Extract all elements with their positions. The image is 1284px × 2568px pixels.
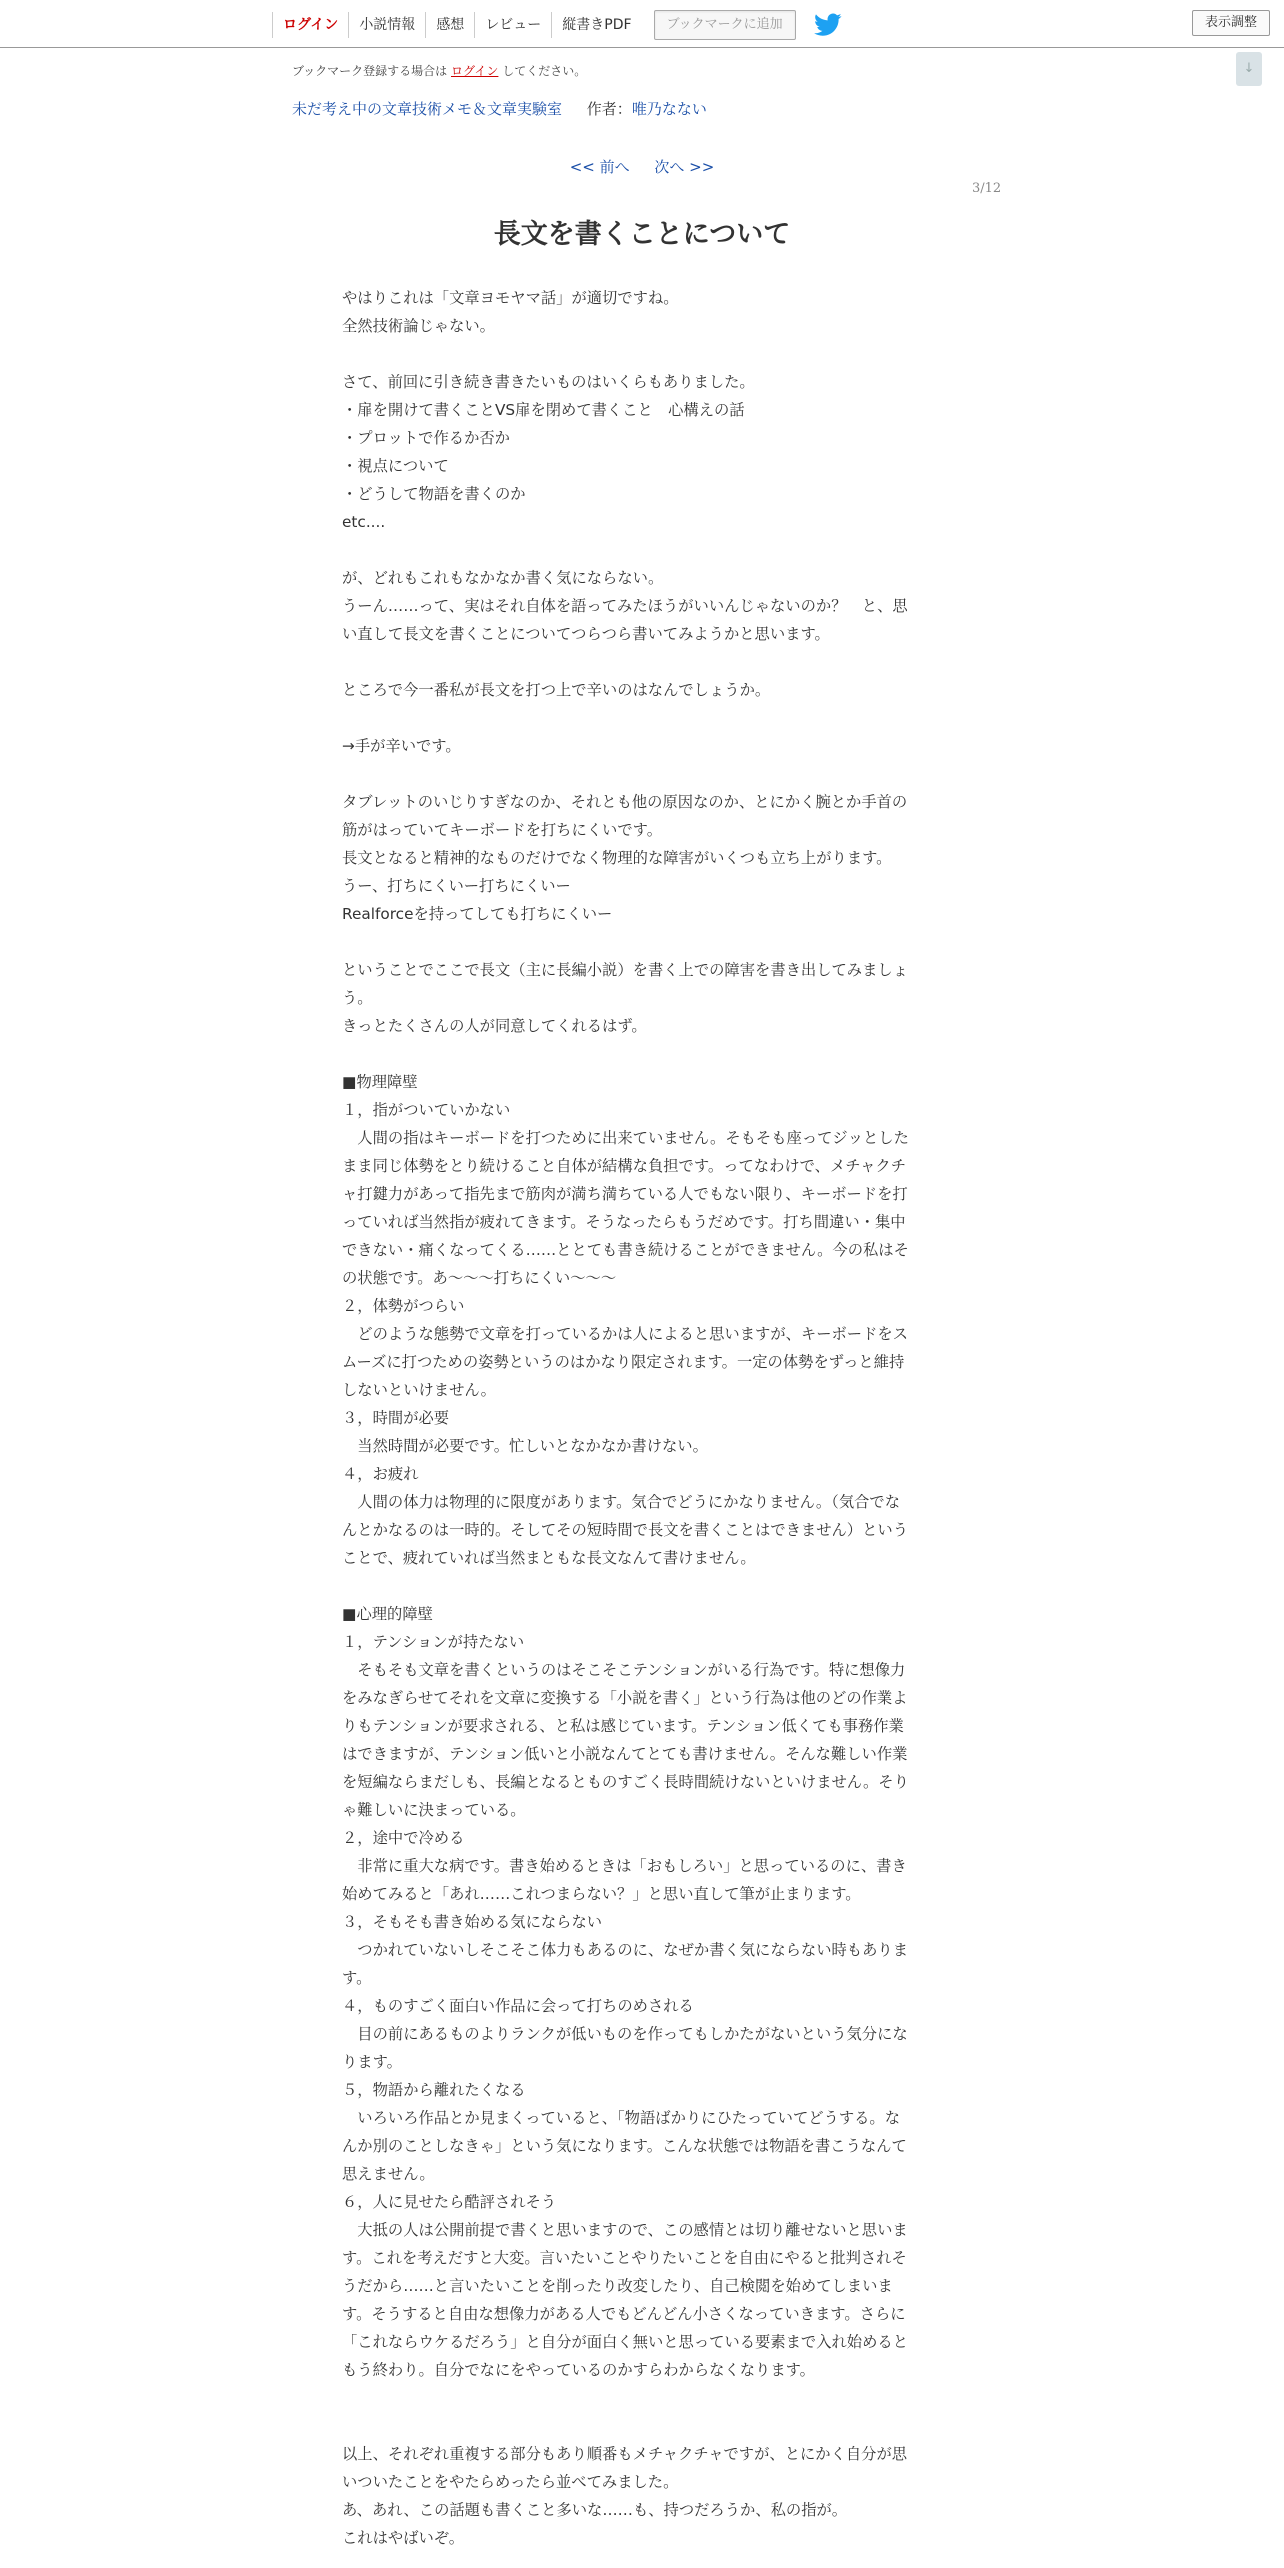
notice-login-link[interactable]: ログイン: [451, 64, 499, 78]
body-line: はできますが、テンション低いと小説なんてとても書けません。そんな難しい作業: [342, 1745, 908, 1763]
body-line: つかれていないしそこそこ体力もあるのに、なぜか書く気にならない時もありま: [342, 1941, 908, 1959]
body-line: が、どれもこれもなかなか書く気にならない。: [342, 569, 664, 587]
body-line: 人間の指はキーボードを打つために出来ていません。そもそも座ってジッとした: [342, 1129, 909, 1147]
body-line: うーん……って、実はそれ自体を語ってみたほうがいいんじゃないのか？ と、思: [342, 597, 908, 615]
author-label: 作者：: [586, 100, 632, 118]
chapter-count: 3/12: [972, 181, 1002, 196]
body-line: 筋がはっていてキーボードを打ちにくいです。: [342, 821, 663, 839]
body-line: いろいろ作品とか見まくっていると、「物語ばかりにひたっていてどうする。な: [342, 2109, 901, 2127]
series-title-link[interactable]: 未だ考え中の文章技術メモ＆文章実験室: [292, 100, 563, 118]
body-line: 人間の体力は物理的に限度があります。気合でどうにかなりません。（気合でな: [342, 1493, 901, 1511]
login-link[interactable]: ログイン: [272, 12, 348, 38]
series-info: [292, 98, 707, 119]
body-line: ２，体勢がつらい: [342, 1297, 465, 1315]
bookmark-login-notice: [292, 62, 586, 79]
body-line: ４，お疲れ: [342, 1465, 419, 1483]
body-line: ャ打鍵力があって指先まで筋肉が満ち満ちている人でもない限り、キーボードを打: [342, 1185, 908, 1203]
body-line: 長文となると精神的なものだけでなく物理的な障害がいくつも立ち上がります。: [342, 849, 892, 867]
body-line: りもテンションが要求される、と私は感じています。テンション低くても事務作業: [342, 1717, 904, 1735]
body-line: ２，途中で冷める: [342, 1829, 465, 1847]
body-line: 「これならウケるだろう」と自分が面白く無いと思っている要素まで入れ始めると: [342, 2333, 908, 2351]
body-line: ３，時間が必要: [342, 1409, 450, 1427]
body-line: どのような態勢で文章を打っているかは人によると思いますが、キーボードをス: [342, 1325, 908, 1343]
vertical-pdf-link[interactable]: 縦書きPDF: [551, 12, 641, 38]
body-line: もう終わり。自分でなにをやっているのかすらわからなくなります。: [342, 2361, 815, 2379]
body-line: １，テンションが持たない: [342, 1633, 525, 1651]
display-settings-button[interactable]: 表示調整: [1192, 10, 1270, 36]
chapter-title: 長文を書くことについて: [493, 219, 791, 250]
body-line: ■物理障壁: [342, 1073, 418, 1091]
body-line: 非常に重大な病です。書き始めるときは「おもしろい」と思っているのに、書き: [342, 1857, 907, 1875]
body-line: タブレットのいじりすぎなのか、それとも他の原因なのか、とにかく腕とか手首の: [342, 793, 908, 811]
review-link[interactable]: レビュー: [474, 12, 551, 38]
body-line: さて、前回に引き続き書きたいものはいくらもありました。: [342, 373, 755, 391]
body-line: しないといけません。: [342, 1381, 496, 1399]
body-line: す。そうすると自由な想像力がある人でもどんどん小さくなっていきます。さらに: [342, 2305, 906, 2323]
body-line: これはやばいぞ。: [342, 2529, 465, 2547]
body-line: 始めてみると「あれ……これつまらない？」と思い直して筆が止まります。: [342, 1885, 861, 1903]
body-line: ということでここで長文（主に長編小説）を書く上での障害を書き出してみましょ: [342, 961, 908, 979]
body-line: いついたことをやたらめったら並べてみました。: [342, 2473, 679, 2491]
body-line: っていれば当然指が疲れてきます。そうなったらもうだめです。打ち間違い・集中: [342, 1213, 906, 1231]
body-line: 大抵の人は公開前提で書くと思いますので、この感情とは切り離せないと思いま: [342, 2221, 908, 2239]
body-line: あ、あれ、この話題も書くこと多いな……も、持つだろうか、私の指が。: [342, 2501, 848, 2519]
body-line: きっとたくさんの人が同意してくれるはず。: [342, 1017, 647, 1035]
body-line: ところで今一番私が長文を打つ上で辛いのはなんでしょうか。: [342, 681, 771, 699]
body-line: を短編ならまだしも、長編となるとものすごく長時間続けないといけません。そり: [342, 1773, 909, 1791]
body-line: ６，人に見せたら酷評されそう: [342, 2193, 557, 2211]
body-line: Realforceを持ってしても打ちにくいー: [342, 905, 613, 923]
body-line: ります。: [342, 2053, 402, 2071]
notice-prefix: ブックマーク登録する場合は: [292, 64, 448, 78]
prev-chapter-link[interactable]: << 前へ: [569, 158, 630, 176]
body-line: 当然時間が必要です。忙しいとなかなか書けない。: [342, 1437, 708, 1455]
body-line: んとかなるのは一時的。そしてその短時間で長文を書くことはできません）という: [342, 1521, 908, 1539]
body-line: できない・痛くなってくる……ととても書き続けることができません。今の私はそ: [342, 1241, 909, 1259]
body-line: をみなぎらせてそれを文章に変換する「小説を書く」という行為は他のどの作業よ: [342, 1689, 908, 1707]
body-line: うだから……と言いたいことを削ったり改変したり、自己検閲を始めてしまいま: [342, 2277, 893, 2295]
chapter-pager: [0, 156, 1284, 177]
body-line: →手が辛いです。: [342, 737, 461, 755]
body-line: ・視点について: [342, 457, 449, 475]
top-navigation-bar: [0, 0, 1284, 48]
body-line: うー、打ちにくいー打ちにくいー: [342, 877, 571, 895]
body-line: う。: [342, 989, 373, 1007]
body-line: んか別のことしなきゃ」という気になります。こんな状態では物語を書こうなんて: [342, 2137, 907, 2155]
body-line: ・プロットで作るか否か: [342, 429, 510, 447]
body-line: ■心理的障壁: [342, 1605, 433, 1623]
twitter-icon[interactable]: [814, 13, 842, 37]
body-line: の状態です。あ～～～打ちにくい～～～: [342, 1269, 617, 1287]
next-chapter-link[interactable]: 次へ >>: [654, 158, 715, 176]
main-nav: [272, 10, 842, 40]
bookmark-add-button[interactable]: ブックマークに追加: [654, 10, 796, 40]
novel-info-link[interactable]: 小説情報: [348, 12, 425, 38]
body-line: ４，ものすごく面白い作品に会って打ちのめされる: [342, 1997, 694, 2015]
body-line: 以上、それぞれ重複する部分もあり順番もメチャクチャですが、とにかく自分が思: [342, 2445, 908, 2463]
author-link[interactable]: 唯乃なない: [631, 100, 707, 118]
body-line: １，指がついていかない: [342, 1101, 511, 1119]
body-line: ゃ難しいに決まっている。: [342, 1801, 526, 1819]
body-line: ムーズに打つための姿勢というのはかなり限定されます。一定の体勢をずっと維持: [342, 1353, 905, 1371]
chapter-body: [342, 284, 938, 2552]
body-line: 目の前にあるものよりランクが低いものを作ってもしかたがないという気分にな: [342, 2025, 908, 2043]
body-line: まま同じ体勢をとり続けること自体が結構な負担です。ってなわけで、メチャクチ: [342, 1157, 906, 1175]
body-line: す。: [342, 1969, 372, 1987]
body-line: etc....: [342, 513, 386, 531]
body-line: ことで、疲れていれば当然まともな長文なんて書けません。: [342, 1549, 756, 1567]
impressions-link[interactable]: 感想: [425, 12, 474, 38]
body-line: ５，物語から離れたくなる: [342, 2081, 526, 2099]
body-line: ・扉を開けて書くことVS扉を閉めて書くこと 心構えの話: [342, 401, 745, 419]
body-line: い直して長文を書くことについてつらつら書いてみようかと思います。: [342, 625, 830, 643]
notice-suffix: してください。: [502, 64, 587, 78]
body-line: ・どうして物語を書くのか: [342, 485, 526, 503]
body-line: 全然技術論じゃない。: [342, 317, 495, 335]
body-line: 思えません。: [342, 2165, 435, 2183]
body-line: す。これを考えだすと大変。言いたいことやりたいことを自由にやると批判されそ: [342, 2249, 907, 2267]
body-line: そもそも文章を書くというのはそこそこテンションがいる行為です。特に想像力: [342, 1661, 906, 1679]
body-line: ３，そもそも書き始める気にならない: [342, 1913, 603, 1931]
scroll-down-button[interactable]: ↓: [1236, 52, 1262, 86]
body-line: やはりこれは「文章ヨモヤマ話」が適切ですね。: [342, 289, 679, 307]
